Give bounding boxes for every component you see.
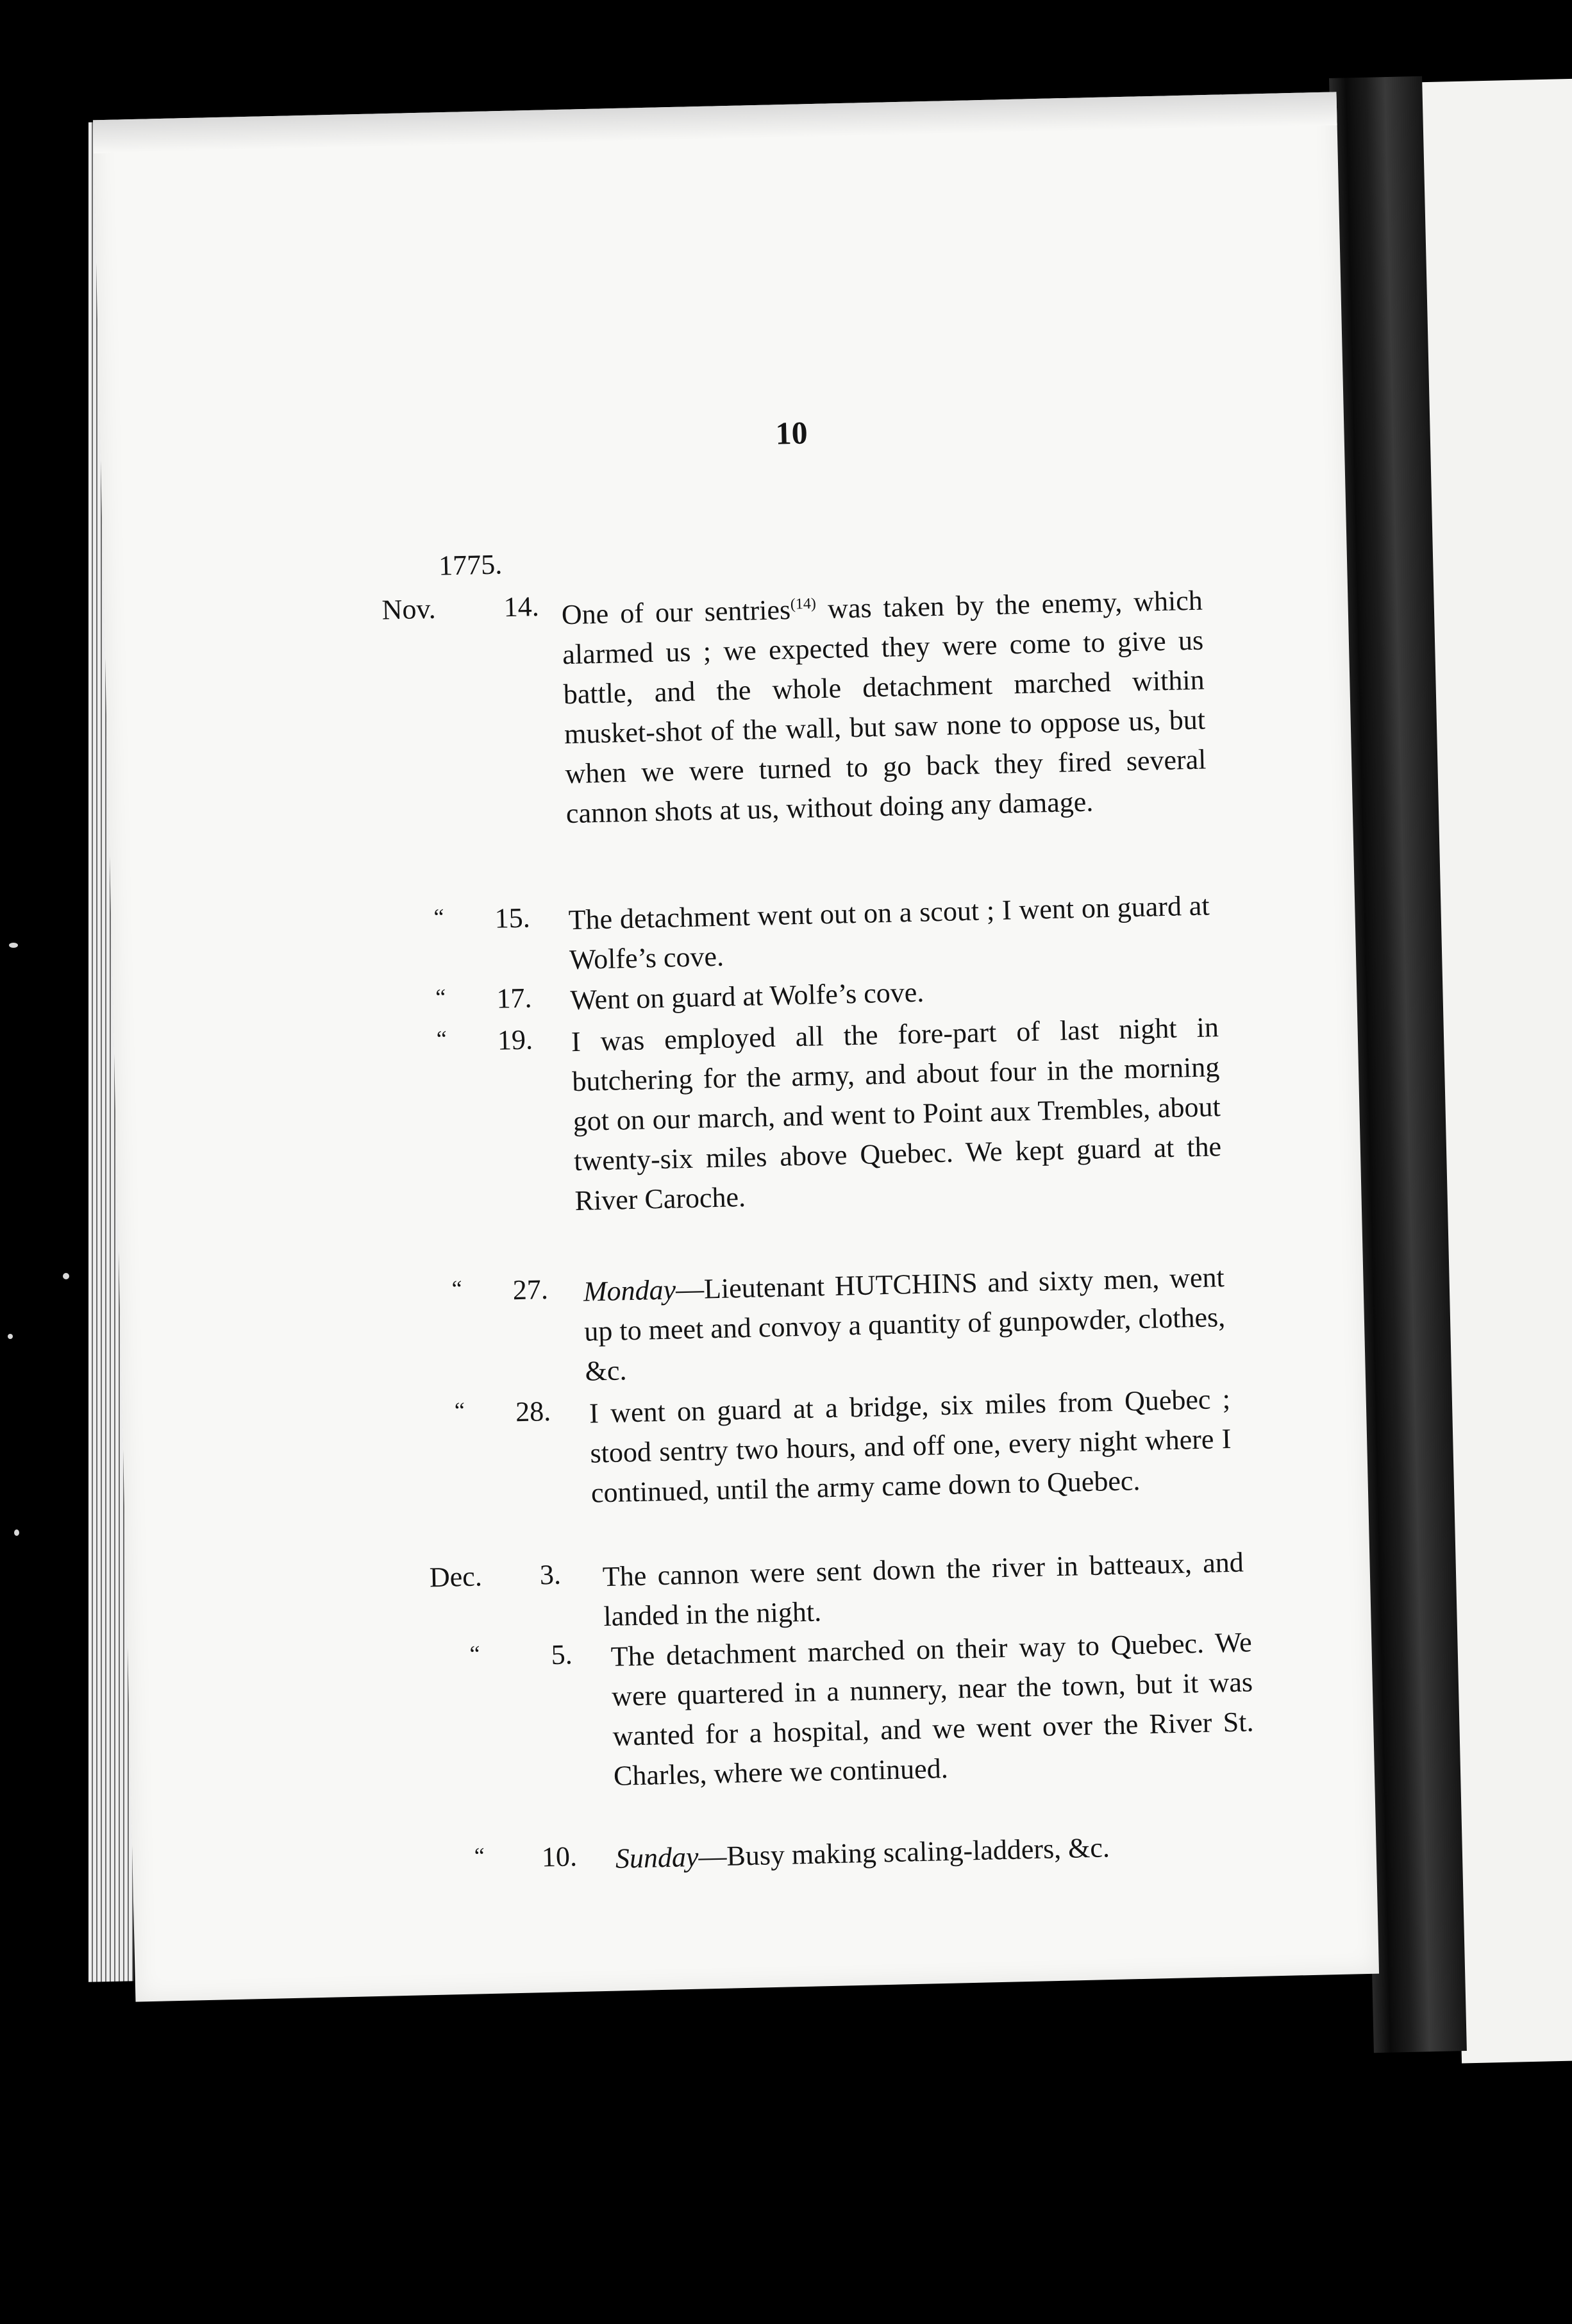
- entry-text: [583, 1258, 1226, 1392]
- entry-text-line: Went on guard at Wolfe’s cove.: [570, 976, 924, 1016]
- ditto-mark: “: [469, 1640, 481, 1667]
- entry-text-line: —Busy making scaling-ladders, &c.: [698, 1831, 1110, 1873]
- entry-text: [568, 886, 1211, 980]
- entry-text: [571, 1007, 1223, 1221]
- entry-text: [589, 1379, 1233, 1513]
- entry-text-line: The cannon were sent down the river in batteaux, and landed in the night.: [602, 1546, 1244, 1633]
- entry-text: [610, 1622, 1255, 1796]
- ditto-mark: “: [436, 1025, 447, 1052]
- entry-day: 27.: [512, 1274, 549, 1306]
- entry-text-line: The detachment went out on a scout ; I went on guard at Wolfe’s cove.: [568, 889, 1210, 976]
- entry-day-name: Monday: [583, 1274, 676, 1308]
- entry-text-line: —Lieutenant HUTCHINS and sixty men, went up to meet and convoy a quantity of gunpowder, clothes, &c.: [583, 1261, 1226, 1387]
- entry-month: Dec.: [429, 1560, 483, 1594]
- entry-text-line: One of our sentries$^{(14)}$ was taken by the enemy, which alarmed us ; we expected they were come to give us battle, and the whole detachment marched within musket-shot of the wall, but saw none to oppose us, but when we were turned to go back they fired several cannon shots at us, without doing any damage.: [561, 584, 1207, 829]
- entry-day: 14.: [503, 591, 540, 623]
- ditto-mark: “: [435, 984, 446, 1010]
- page-top-edge: [93, 92, 1337, 153]
- entry-text-line: The detachment marched on their way to Quebec. We were quartered in a nunnery, near the town, but it was wanted for a hospital, and we went over the River St. Charles, where we continued.: [610, 1626, 1254, 1792]
- entry-day: 28.: [515, 1395, 551, 1428]
- entry-day: 5.: [551, 1638, 573, 1671]
- entry-day: 15.: [494, 902, 531, 934]
- ditto-mark: “: [433, 904, 445, 930]
- entry-text-line: I went on guard at a bridge, six miles from Quebec ; stood sentry two hours, and off one, every night where I continued, until the army came down to Quebec.: [589, 1383, 1232, 1509]
- year-heading: 1775.: [438, 548, 503, 582]
- entry-text: [602, 1543, 1245, 1637]
- entry-day-name: Sunday: [615, 1840, 699, 1874]
- entry-day: 10.: [541, 1840, 578, 1873]
- footnote-marker: (14): [790, 595, 817, 613]
- ditto-mark: “: [451, 1276, 463, 1302]
- entry-day: 19.: [497, 1023, 533, 1056]
- page-number: 10: [774, 414, 808, 451]
- entry-day: 17.: [496, 982, 533, 1015]
- ditto-mark: “: [454, 1397, 465, 1424]
- scan-speck: [9, 943, 18, 948]
- scan-speck: [14, 1529, 19, 1536]
- entry-text-line: I was employed all the fore-part of last night in butchering for the army, and about four in the morning got on our march, and went to Point aux Trembles, about twenty-six miles above Quebec. We kept guard at the River Caroche.: [571, 1011, 1222, 1217]
- entry-month: Nov.: [381, 593, 437, 626]
- entry-day: 3.: [539, 1558, 562, 1591]
- scan-speck: [8, 1334, 13, 1339]
- ditto-mark: “: [474, 1842, 485, 1869]
- scan-speck: [63, 1273, 69, 1279]
- entry-text: [561, 575, 1207, 834]
